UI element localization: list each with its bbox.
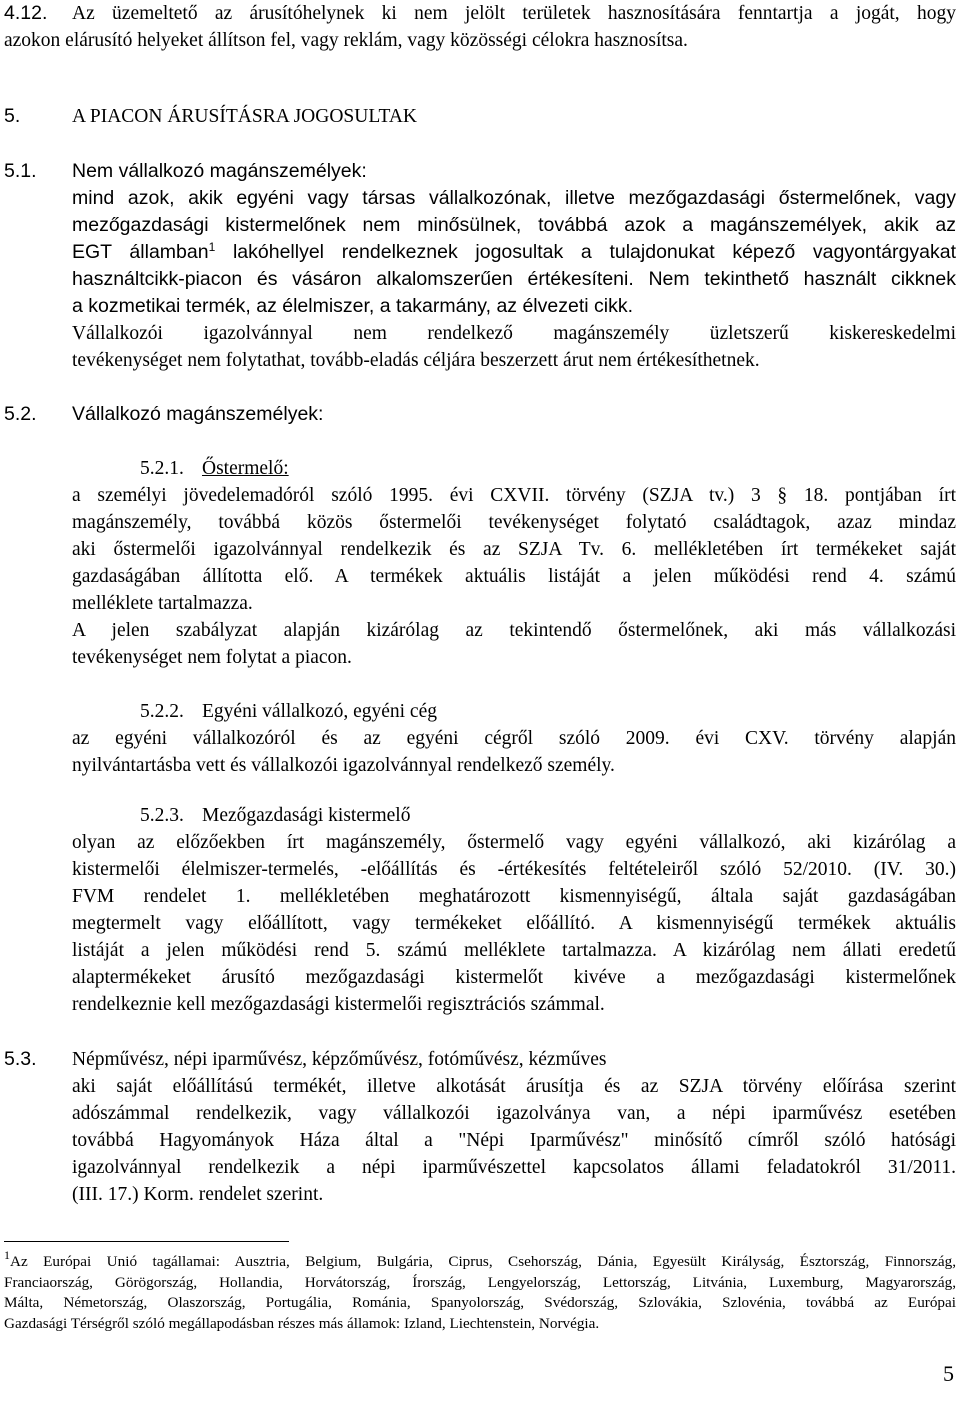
paragraph-line: rendelkeznie kell mezőgazdasági kistermelői regisztrációs számmal. bbox=[72, 994, 605, 1015]
paragraph-line: magánszemély, továbbá közös őstermelői tevékenységet folytató családtagok, azaz mindaz bbox=[72, 512, 956, 533]
section-title: Mezőgazdasági kistermelő bbox=[202, 805, 411, 826]
line-part: Az Európai Unió tagállamai: Ausztria, Belgium, Bulgária, Ciprus, Csehország, Dánia, Egyesült Királyság, Észtország, Finnország, bbox=[10, 1253, 956, 1270]
paragraph-line: aki saját előállítású termékét, illetve alkotását árusítja és az SZJA törvény előírása szerint bbox=[72, 1076, 956, 1097]
section-title: Nem vállalkozó magánszemélyek: bbox=[72, 160, 367, 182]
section-body-serif bbox=[72, 320, 956, 374]
section-5-3 bbox=[4, 1046, 956, 1208]
section-5-2-3 bbox=[72, 802, 956, 1018]
section-number: 5.3. bbox=[4, 1048, 37, 1070]
paragraph-line: a személyi jövedelemadóról szóló 1995. évi CXVII. törvény (SZJA tv.) 3 § 18. pontjában írt bbox=[72, 485, 956, 506]
footnote-line: Málta, Németország, Olaszország, Portugália, Románia, Spanyolország, Svédország, Szlovákia, Szlovénia, továbbá az Európai bbox=[4, 1294, 956, 1311]
subsection-heading bbox=[72, 802, 956, 829]
section-number: 5.2.1. bbox=[140, 458, 184, 479]
paragraph-line: az egyéni vállalkozóról és az egyéni cégről szóló 2009. évi CXV. törvény alapján bbox=[72, 728, 956, 749]
paragraph-line: FVM rendelet 1. mellékletében meghatározott kismennyiségű, általa saját gazdaságában bbox=[72, 886, 956, 907]
paragraph-line: mezőgazdasági kistermelőnek nem minősülnek, továbbá azok a magánszemélyek, akik az bbox=[72, 214, 956, 236]
section-number: 4.12. bbox=[4, 2, 48, 24]
section-number: 5. bbox=[4, 105, 21, 127]
footnote-ref[interactable]: 1 bbox=[208, 240, 216, 254]
paragraph-line: továbbá Hagyományok Háza által a "Népi Iparművész" minősítő címről szóló hatósági bbox=[72, 1130, 956, 1151]
paragraph-line: megtermelt vagy előállított, vagy termékeket előállító. A kismennyiségű termékek aktuális bbox=[72, 913, 956, 934]
footnote-line: Franciaország, Görögország, Hollandia, Horvátország, Írország, Lengyelország, Lettország, Litvánia, Luxemburg, Magyarország, bbox=[4, 1273, 956, 1291]
section-title: Vállalkozó magánszemélyek: bbox=[72, 403, 324, 425]
section-number: 5.2.2. bbox=[140, 701, 184, 722]
paragraph-line: mind azok, akik egyéni vagy társas vállalkozónak, illetve mezőgazdasági őstermelőnek, vagy bbox=[72, 187, 956, 209]
section-5-1 bbox=[4, 158, 956, 374]
footnote-separator bbox=[4, 1241, 289, 1242]
paragraph-line: kistermelői élelmiszer-termelés, -előállítás és -értékesítés feltételeiről szóló 52/2010. (IV. 30.) bbox=[72, 859, 956, 880]
footnote-line: Gazdasági Térségről szóló megállapodásban részes más államok: Izland, Liechtenstein, Norvégia. bbox=[4, 1314, 600, 1332]
section-title: Őstermelő: bbox=[202, 458, 289, 479]
section-title: Egyéni vállalkozó, egyéni cég bbox=[202, 701, 437, 722]
section-5-2 bbox=[4, 401, 956, 428]
subsection-heading bbox=[72, 455, 956, 482]
section-4-12 bbox=[4, 0, 956, 54]
paragraph-line: tevékenységet nem folytathat, tovább-eladás céljára beszerzett árut nem értékesíthetnek. bbox=[72, 350, 760, 371]
section-title: Népművész, népi iparművész, képzőművész, fotóművész, kézműves bbox=[72, 1049, 607, 1070]
subsection-heading bbox=[72, 698, 956, 725]
section-number: 5.2.3. bbox=[140, 805, 184, 826]
paragraph-line: adószámmal rendelkezik, vagy vállalkozói igazolványa van, a népi iparművész esetében bbox=[72, 1103, 956, 1124]
paragraph-line: azokon elárusító helyeket állítson fel, vagy reklám, vagy közösségi célokra hasznosítsa. bbox=[4, 30, 688, 51]
paragraph-line: Az üzemeltető az árusítóhelynek ki nem jelölt területek hasznosítására fenntartja a jogát, hogy bbox=[72, 3, 956, 24]
paragraph-line: nyilvántartásba vett és vállalkozói igazolvánnyal rendelkező személy. bbox=[72, 755, 615, 776]
section-number: 5.1. bbox=[4, 160, 37, 182]
paragraph-line: (III. 17.) Korm. rendelet szerint. bbox=[72, 1184, 324, 1205]
paragraph-line: tevékenységet nem folytat a piacon. bbox=[72, 647, 352, 668]
section-body bbox=[72, 158, 956, 320]
paragraph-line: igazolvánnyal rendelkezik a népi iparművészettel kapcsolatos állami feladatokról 31/2011. bbox=[72, 1157, 956, 1178]
footnote bbox=[4, 1248, 956, 1334]
section-5-2-1 bbox=[72, 455, 956, 671]
paragraph-line: használtcikk-piacon és vásáron alkalomszerűen értékesíteni. Nem tekinthető használt cikknek bbox=[72, 268, 956, 290]
section-5-2-2 bbox=[72, 698, 956, 779]
section-5-heading bbox=[4, 103, 956, 130]
paragraph-line: melléklete tartalmazza. bbox=[72, 593, 253, 614]
footnote-marker: 1 bbox=[4, 1248, 10, 1262]
paragraph-line bbox=[72, 239, 956, 266]
paragraph-line: a kozmetikai termék, az élelmiszer, a takarmány, az élvezeti cikk. bbox=[72, 295, 633, 317]
paragraph-line: olyan az előzőekben írt magánszemély, őstermelő vagy egyéni vállalkozó, aki kizárólag a bbox=[72, 832, 956, 853]
section-title: A PIACON ÁRUSÍTÁSRA JOGOSULTAK bbox=[72, 106, 417, 127]
paragraph-line: aki őstermelői igazolvánnyal rendelkezik és az SZJA Tv. 6. mellékletében írt termékeket saját bbox=[72, 539, 956, 560]
line-part: EGT államban bbox=[72, 241, 209, 263]
paragraph-line: Vállalkozói igazolvánnyal nem rendelkező magánszemély üzletszerű kiskereskedelmi bbox=[72, 323, 956, 344]
page-number: 5 bbox=[943, 1361, 954, 1386]
paragraph-line: listáját a jelen működési rend 5. számú melléklete tartalmazza. A kizárólag nem állati eredetű bbox=[72, 940, 956, 961]
paragraph-line: A jelen szabályzat alapján kizárólag az tekintendő őstermelőnek, aki más vállalkozási bbox=[72, 620, 956, 641]
paragraph-line: alaptermékeket árusító mezőgazdasági kistermelőt kivéve a mezőgazdasági kistermelőnek bbox=[72, 967, 956, 988]
line-part: lakóhellyel rendelkeznek jogosultak a tulajdonukat képező vagyontárgyakat bbox=[215, 241, 956, 263]
section-number: 5.2. bbox=[4, 403, 37, 425]
footnote-line bbox=[4, 1248, 956, 1273]
paragraph-line: gazdaságában állította elő. A termékek aktuális listáját a jelen működési rend 4. számú bbox=[72, 566, 956, 587]
section-body bbox=[72, 1046, 956, 1208]
